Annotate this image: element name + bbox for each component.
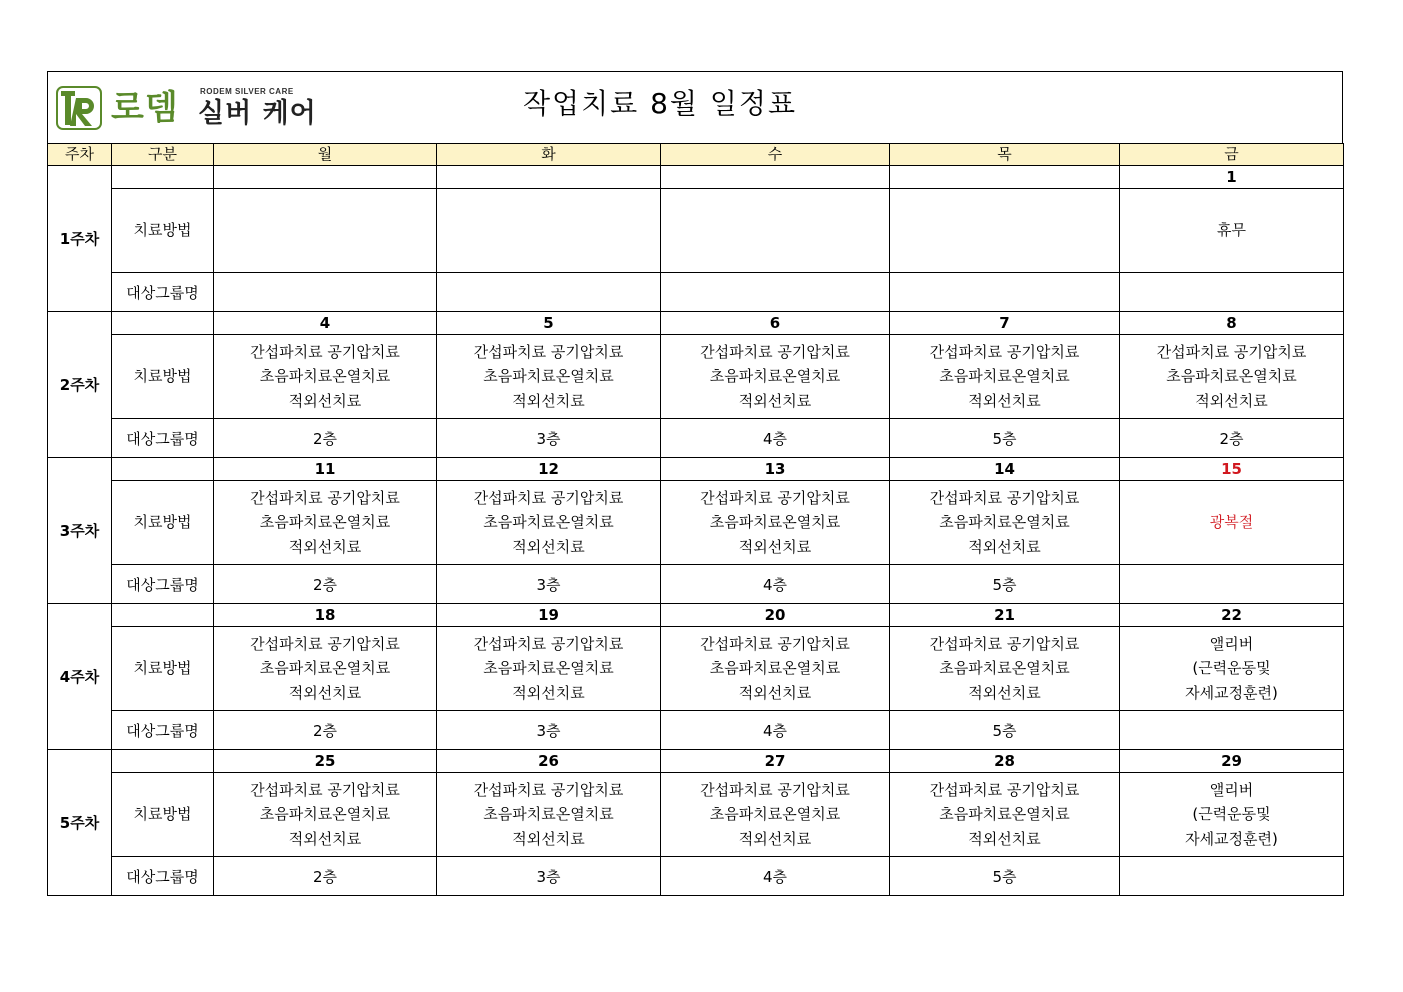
cell-line: 간섭파치료 공기압치료 — [473, 634, 624, 653]
cell-line: (근력운동및 — [1192, 659, 1271, 678]
rodem-logo-icon — [56, 86, 102, 130]
date-cell: 25 — [214, 750, 437, 773]
col-header-category: 구분 — [112, 144, 214, 166]
group-cell: 2층 — [214, 565, 437, 604]
date-cell: 14 — [890, 458, 1120, 481]
cell-line: 초음파치료온열치료 — [259, 659, 391, 678]
col-header-week: 주차 — [48, 144, 112, 166]
week-label: 2주차 — [48, 312, 112, 458]
holiday-cell: 광복절 — [1120, 481, 1344, 565]
date-cell: 20 — [661, 604, 890, 627]
method-cell — [214, 189, 437, 273]
cell-line: 초음파치료온열치료 — [259, 513, 391, 532]
cell-line: 앨리버 — [1209, 780, 1254, 799]
group-label: 대상그룹명 — [112, 857, 214, 896]
method-row — [48, 189, 1344, 273]
date-cell: 22 — [1120, 604, 1344, 627]
method-cell — [437, 335, 661, 419]
method-cell: 휴무 — [1120, 189, 1344, 273]
cell-line: 적외선치료 — [512, 829, 585, 848]
week-label: 4주차 — [48, 604, 112, 750]
cell-line: 적외선치료 — [738, 537, 812, 556]
cell-line: 적외선치료 — [968, 829, 1041, 848]
cell-line: 적외선치료 — [738, 683, 812, 702]
date-cell: 15 — [1120, 458, 1344, 481]
method-row — [48, 335, 1344, 419]
group-cell: 3층 — [437, 711, 661, 750]
group-row — [48, 711, 1344, 750]
group-cell — [1120, 273, 1344, 312]
group-cell: 2층 — [214, 857, 437, 896]
method-label: 치료방법 — [112, 189, 214, 273]
group-cell: 4층 — [661, 419, 890, 458]
cell-line: 초음파치료온열치료 — [709, 805, 841, 824]
group-row — [48, 273, 1344, 312]
method-cell — [661, 335, 890, 419]
date-cell — [437, 166, 661, 189]
method-label: 치료방법 — [112, 481, 214, 565]
cell-line: 간섭파치료 공기압치료 — [700, 488, 850, 507]
method-cell — [890, 335, 1120, 419]
category-empty — [112, 166, 214, 189]
method-cell — [890, 189, 1120, 273]
cell-line: 적외선치료 — [738, 391, 812, 410]
group-label: 대상그룹명 — [112, 711, 214, 750]
cell-line: 간섭파치료 공기압치료 — [473, 780, 624, 799]
cell-line: 초음파치료온열치료 — [259, 805, 391, 824]
cell-line: 초음파치료온열치료 — [709, 659, 841, 678]
cell-line: 간섭파치료 공기압치료 — [700, 342, 850, 361]
group-cell: 5층 — [890, 565, 1120, 604]
group-row — [48, 565, 1344, 604]
cell-line: 적외선치료 — [512, 537, 585, 556]
cell-line: 간섭파치료 공기압치료 — [929, 488, 1080, 507]
date-cell: 5 — [437, 312, 661, 335]
group-label: 대상그룹명 — [112, 419, 214, 458]
method-row — [48, 481, 1344, 565]
cell-line: 적외선치료 — [288, 391, 362, 410]
date-cell: 7 — [890, 312, 1120, 335]
cell-line: 간섭파치료 공기압치료 — [250, 342, 400, 361]
cell-line: 적외선치료 — [288, 829, 362, 848]
col-header-wed: 수 — [661, 144, 890, 166]
date-cell: 4 — [214, 312, 437, 335]
cell-line: 초음파치료온열치료 — [259, 367, 391, 386]
group-cell — [1120, 565, 1344, 604]
header-row — [48, 144, 1344, 166]
cell-line: 초음파치료온열치료 — [939, 805, 1070, 824]
logo-sub-korean: 실버 케어 — [198, 98, 317, 129]
week-label: 3주차 — [48, 458, 112, 604]
method-cell — [1120, 773, 1344, 857]
date-cell: 21 — [890, 604, 1120, 627]
cell-line: 간섭파치료 공기압치료 — [250, 634, 400, 653]
method-label: 치료방법 — [112, 627, 214, 711]
cell-line: 초음파치료온열치료 — [709, 513, 841, 532]
date-cell — [890, 166, 1120, 189]
cell-line: 적외선치료 — [288, 537, 362, 556]
cell-line: 초음파치료온열치료 — [483, 513, 614, 532]
method-row — [48, 627, 1344, 711]
cell-line: 간섭파치료 공기압치료 — [929, 780, 1080, 799]
logo-text: 로뎀 — [111, 88, 179, 128]
cell-line: 간섭파치료 공기압치료 — [1156, 342, 1307, 361]
method-cell — [214, 481, 437, 565]
group-row — [48, 419, 1344, 458]
date-cell: 8 — [1120, 312, 1344, 335]
method-cell — [437, 481, 661, 565]
method-cell — [661, 189, 890, 273]
col-header-thu: 목 — [890, 144, 1120, 166]
category-empty — [112, 458, 214, 481]
date-cell: 27 — [661, 750, 890, 773]
method-cell — [214, 627, 437, 711]
method-cell — [214, 773, 437, 857]
cell-line: 간섭파치료 공기압치료 — [250, 780, 400, 799]
method-cell — [1120, 627, 1344, 711]
date-cell: 6 — [661, 312, 890, 335]
date-row — [48, 604, 1344, 627]
method-cell — [214, 335, 437, 419]
cell-line: (근력운동및 — [1192, 805, 1271, 824]
cell-line: 초음파치료온열치료 — [483, 659, 614, 678]
group-cell — [890, 273, 1120, 312]
method-cell — [437, 773, 661, 857]
method-cell — [890, 481, 1120, 565]
cell-line: 적외선치료 — [1195, 391, 1268, 410]
group-cell — [214, 273, 437, 312]
date-cell — [214, 166, 437, 189]
group-cell: 2층 — [1120, 419, 1344, 458]
method-cell — [437, 627, 661, 711]
cell-line: 초음파치료온열치료 — [709, 367, 841, 386]
date-cell: 18 — [214, 604, 437, 627]
group-label: 대상그룹명 — [112, 565, 214, 604]
title-bar — [47, 71, 1343, 143]
date-cell: 26 — [437, 750, 661, 773]
date-cell: 19 — [437, 604, 661, 627]
cell-line: 간섭파치료 공기압치료 — [700, 634, 850, 653]
group-label: 대상그룹명 — [112, 273, 214, 312]
schedule-sheet — [47, 71, 1343, 896]
col-header-mon: 월 — [214, 144, 437, 166]
cell-line: 간섭파치료 공기압치료 — [473, 342, 624, 361]
method-cell — [661, 627, 890, 711]
cell-line: 간섭파치료 공기압치료 — [473, 488, 624, 507]
date-row — [48, 458, 1344, 481]
cell-line: 간섭파치료 공기압치료 — [929, 342, 1080, 361]
col-header-fri: 금 — [1120, 144, 1344, 166]
cell-line: 앨리버 — [1209, 634, 1254, 653]
date-cell: 29 — [1120, 750, 1344, 773]
cell-line: 초음파치료온열치료 — [939, 513, 1070, 532]
group-cell: 2층 — [214, 711, 437, 750]
method-cell — [661, 773, 890, 857]
group-cell: 4층 — [661, 711, 890, 750]
date-row — [48, 312, 1344, 335]
date-cell: 12 — [437, 458, 661, 481]
cell-line: 적외선치료 — [512, 683, 585, 702]
method-label: 치료방법 — [112, 335, 214, 419]
group-cell: 3층 — [437, 419, 661, 458]
group-cell — [437, 273, 661, 312]
page-title: 작업치료 8월 일정표 — [523, 87, 798, 120]
cell-line: 적외선치료 — [288, 683, 362, 702]
group-cell: 4층 — [661, 857, 890, 896]
cell-line: 초음파치료온열치료 — [939, 367, 1070, 386]
cell-line: 초음파치료온열치료 — [483, 805, 614, 824]
date-cell — [661, 166, 890, 189]
method-label: 치료방법 — [112, 773, 214, 857]
cell-line: 자세교정훈련) — [1185, 683, 1278, 702]
cell-line: 초음파치료온열치료 — [939, 659, 1070, 678]
group-cell: 5층 — [890, 711, 1120, 750]
date-cell: 13 — [661, 458, 890, 481]
date-cell: 28 — [890, 750, 1120, 773]
week-label: 1주차 — [48, 166, 112, 312]
method-cell — [890, 627, 1120, 711]
method-cell — [437, 189, 661, 273]
cell-line: 적외선치료 — [512, 391, 585, 410]
group-cell: 5층 — [890, 857, 1120, 896]
cell-line: 초음파치료온열치료 — [1166, 367, 1297, 386]
method-cell — [890, 773, 1120, 857]
cell-line: 적외선치료 — [968, 683, 1041, 702]
cell-line: 간섭파치료 공기압치료 — [700, 780, 850, 799]
method-cell — [1120, 335, 1344, 419]
category-empty — [112, 750, 214, 773]
date-cell: 11 — [214, 458, 437, 481]
method-cell — [661, 481, 890, 565]
category-empty — [112, 312, 214, 335]
group-cell: 3층 — [437, 857, 661, 896]
group-cell — [1120, 711, 1344, 750]
cell-line: 적외선치료 — [968, 537, 1041, 556]
date-cell: 1 — [1120, 166, 1344, 189]
cell-line: 간섭파치료 공기압치료 — [250, 488, 400, 507]
group-cell: 2층 — [214, 419, 437, 458]
cell-line: 자세교정훈련) — [1185, 829, 1278, 848]
date-row — [48, 750, 1344, 773]
date-row — [48, 166, 1344, 189]
method-row — [48, 773, 1344, 857]
cell-line: 초음파치료온열치료 — [483, 367, 614, 386]
rodem-logo — [56, 84, 336, 132]
group-cell: 3층 — [437, 565, 661, 604]
week-label: 5주차 — [48, 750, 112, 896]
cell-line: 적외선치료 — [738, 829, 812, 848]
group-cell: 4층 — [661, 565, 890, 604]
group-row — [48, 857, 1344, 896]
group-cell: 5층 — [890, 419, 1120, 458]
logo-sub-english: RODEM SILVER CARE — [200, 87, 294, 96]
cell-line: 간섭파치료 공기압치료 — [929, 634, 1080, 653]
cell-line: 적외선치료 — [968, 391, 1041, 410]
group-cell — [1120, 857, 1344, 896]
schedule-table — [47, 143, 1344, 896]
category-empty — [112, 604, 214, 627]
col-header-tue: 화 — [437, 144, 661, 166]
group-cell — [661, 273, 890, 312]
